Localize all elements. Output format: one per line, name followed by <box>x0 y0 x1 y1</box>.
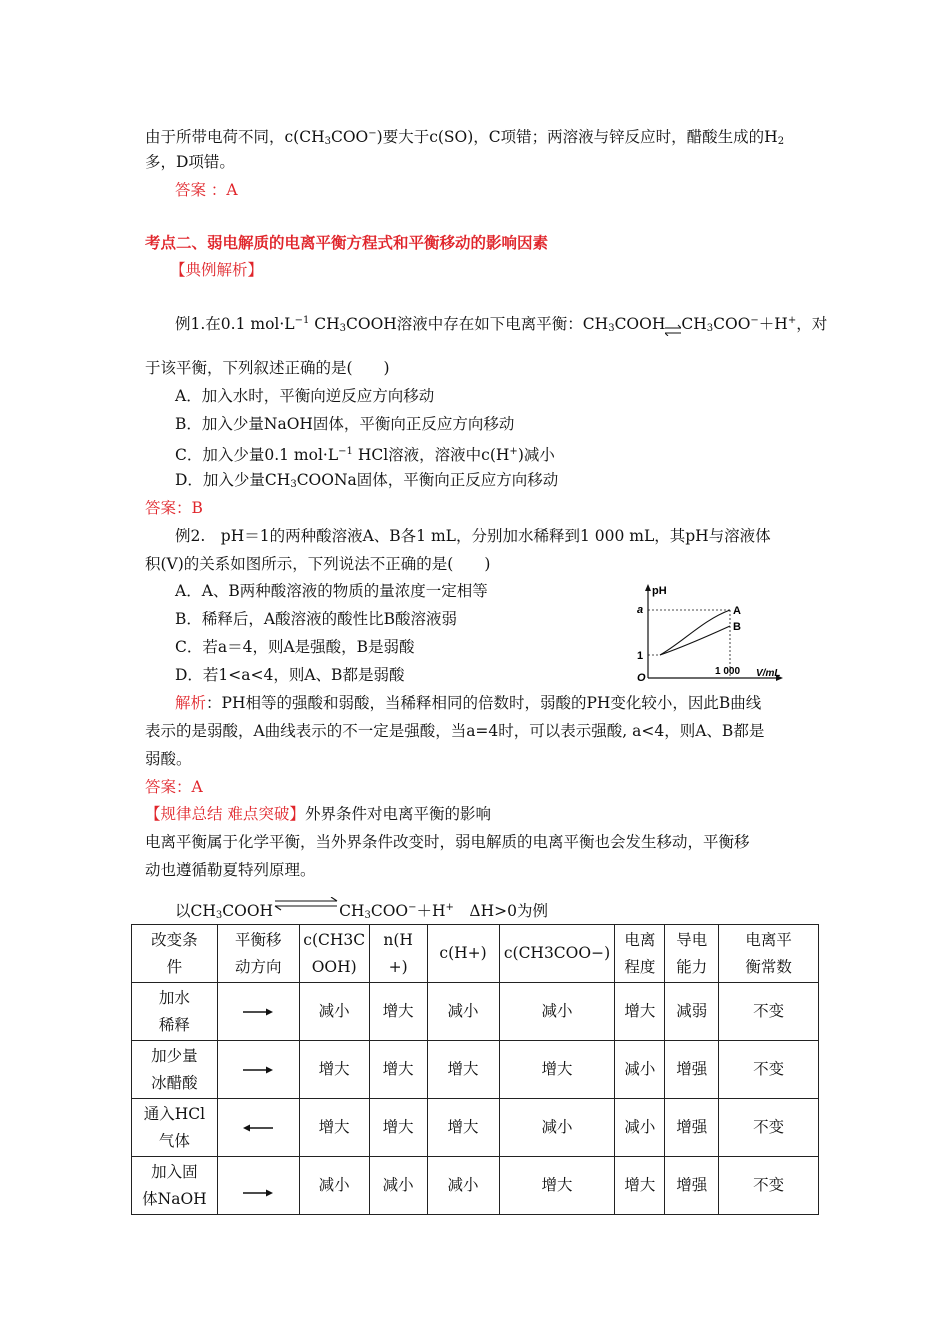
ex1-option-b: B．加入少量NaOH固体，平衡向正反应方向移动 <box>175 415 515 433</box>
row-degree: 增大 <box>615 983 665 1041</box>
tick-a-label: a <box>637 604 644 616</box>
x-axis-label: V/mL <box>756 668 781 679</box>
row-n-h: 增大 <box>369 1041 427 1099</box>
row-condition: 加水 稀释 <box>132 983 218 1041</box>
header-conductivity: 导电 能力 <box>665 925 719 983</box>
tick-1000-label: 1 000 <box>715 666 741 677</box>
row-c-h: 减小 <box>427 1157 499 1215</box>
tick-1-label: 1 <box>637 650 644 662</box>
rule-title: 【规律总结 难点突破】外界条件对电离平衡的影响 <box>145 805 491 823</box>
row-n-h: 减小 <box>369 1157 427 1215</box>
table-row <box>132 1041 819 1099</box>
header-c-h: c(H+) <box>427 925 499 983</box>
row-c-acetate: 减小 <box>499 983 615 1041</box>
row-n-h: 增大 <box>369 983 427 1041</box>
row-degree: 减小 <box>615 1041 665 1099</box>
ex1-option-c: C．加入少量0.1 $mol\cdot L^{-1}$ HCl溶液，溶液中c(H+)减小 <box>175 446 555 464</box>
rule-line-2: 动也遵循勒夏特列原理。 <box>145 861 316 879</box>
ex1-option-d: D．加入少量$CH_3COONa$固体，平衡向正反应方向移动 <box>175 471 559 490</box>
top-line-2: 多，D项错。 <box>145 153 235 171</box>
ex2-analysis-line-3: 弱酸。 <box>145 750 192 768</box>
ex2-question-line-1: 例2. pH＝1的两种酸溶液A、B各1 mL，分别加水稀释到1 000 mL，其pH与溶液体 <box>175 527 771 545</box>
table-row <box>132 1099 819 1157</box>
equilibrium-factors-table <box>131 924 819 1215</box>
row-c-h: 增大 <box>427 1041 499 1099</box>
row-direction <box>217 1157 299 1215</box>
row-condition: 通入HCl 气体 <box>132 1099 218 1157</box>
row-direction <box>217 983 299 1041</box>
row-c-acetate: 增大 <box>499 1041 615 1099</box>
row-conductivity: 减弱 <box>665 983 719 1041</box>
y-axis-arrow-icon <box>645 584 651 591</box>
header-condition: 改变条 件 <box>132 925 218 983</box>
row-c-acid: 增大 <box>299 1099 369 1157</box>
row-constant: 不变 <box>719 1099 819 1157</box>
right-arrow-icon <box>243 1188 273 1198</box>
ex2-option-c: C．若a＝4，则A是强酸，B是弱酸 <box>175 638 415 656</box>
header-direction: 平衡移 动方向 <box>217 925 299 983</box>
section-title: 考点二、弱电解质的电离平衡方程式和平衡移动的影响因素 <box>145 233 549 252</box>
row-constant: 不变 <box>719 1041 819 1099</box>
row-constant: 不变 <box>719 1157 819 1215</box>
curve-a <box>660 610 730 655</box>
table-header-row <box>132 925 819 983</box>
row-degree: 减小 <box>615 1099 665 1157</box>
ex2-analysis-line-1: 解析：PH相等的强酸和弱酸，当稀释相同的倍数时，弱酸的PH变化较小，因此B曲线 <box>175 694 762 712</box>
curve-a-label: A <box>733 605 741 617</box>
row-condition: 加入固 体NaOH <box>132 1157 218 1215</box>
header-c-acid: c(CH3C OOH) <box>299 925 369 983</box>
ex1-question-line-1: 例1.在0.1 $mol\cdot L^{-1}$ $CH_3COOH$溶液中存在如下电离平衡：$CH_3COOH$ $CH_3COO^-+H^+$，对 <box>175 315 828 334</box>
ex2-option-d: D．若1<a<4，则A、B都是弱酸 <box>175 666 405 684</box>
row-conductivity: 增强 <box>665 1157 719 1215</box>
row-direction <box>217 1099 299 1157</box>
ex2-option-a: A．A、B两种酸溶液的物质的量浓度一定相等 <box>175 582 488 600</box>
row-conductivity: 增强 <box>665 1099 719 1157</box>
origin-label: O <box>637 672 646 682</box>
row-conductivity: 增强 <box>665 1041 719 1099</box>
table-row <box>132 983 819 1041</box>
right-arrow-icon <box>243 1007 273 1017</box>
row-degree: 增大 <box>615 1157 665 1215</box>
rule-example: 以$CH_3COOH$ $CH_3COO^-+H^+$ ΔH>0为例 <box>175 897 548 927</box>
row-c-h: 增大 <box>427 1099 499 1157</box>
header-degree: 电离 程度 <box>615 925 665 983</box>
row-direction <box>217 1041 299 1099</box>
header-n-h: n(H +) <box>369 925 427 983</box>
ex2-answer: 答案：A <box>145 778 203 796</box>
equilibrium-arrow-icon <box>665 320 681 330</box>
table-row <box>132 1157 819 1215</box>
section-subtitle: 【典例解析】 <box>170 261 264 279</box>
row-c-acetate: 减小 <box>499 1099 615 1157</box>
rule-line-1: 电离平衡属于化学平衡，当外界条件改变时，弱电解质的电离平衡也会发生移动，平衡移 <box>145 833 750 851</box>
ex1-option-a: A．加入水时，平衡向逆反应方向移动 <box>175 387 435 405</box>
header-c-acetate: c(CH3COO−) <box>499 925 615 983</box>
row-c-acetate: 增大 <box>499 1157 615 1215</box>
ex2-analysis-line-2: 表示的是弱酸，A曲线表示的不一定是强酸，当a=4时，可以表示强酸, a<4，则A、B都是 <box>145 722 765 740</box>
row-c-acid: 增大 <box>299 1041 369 1099</box>
row-c-h: 减小 <box>427 983 499 1041</box>
header-constant: 电离平 衡常数 <box>719 925 819 983</box>
curve-b-label: B <box>733 621 741 633</box>
row-n-h: 增大 <box>369 1099 427 1157</box>
row-constant: 不变 <box>719 983 819 1041</box>
row-c-acid: 减小 <box>299 1157 369 1215</box>
ex2-question-line-2: 积(V)的关系如图所示，下列说法不正确的是( ) <box>145 555 491 573</box>
ex1-question-line-2: 于该平衡，下列叙述正确的是( ) <box>145 359 390 377</box>
ex1-answer: 答案：B <box>145 499 203 517</box>
top-line-1: 由于所带电荷不同，$c(CH_3COO^-)$要大于c(SO)，C项错；两溶液与锌反应时，醋酸生成的$H_2$ <box>145 128 785 147</box>
long-equilibrium-arrow-icon <box>273 895 339 917</box>
left-arrow-icon <box>243 1123 273 1133</box>
row-condition: 加少量 冰醋酸 <box>132 1041 218 1099</box>
row-c-acid: 减小 <box>299 983 369 1041</box>
top-answer: 答案 ：A <box>175 181 238 199</box>
ph-volume-graph <box>628 582 788 682</box>
right-arrow-icon <box>243 1065 273 1075</box>
ex2-option-b: B．稀释后，A酸溶液的酸性比B酸溶液弱 <box>175 610 457 628</box>
y-axis-label: pH <box>652 585 667 597</box>
